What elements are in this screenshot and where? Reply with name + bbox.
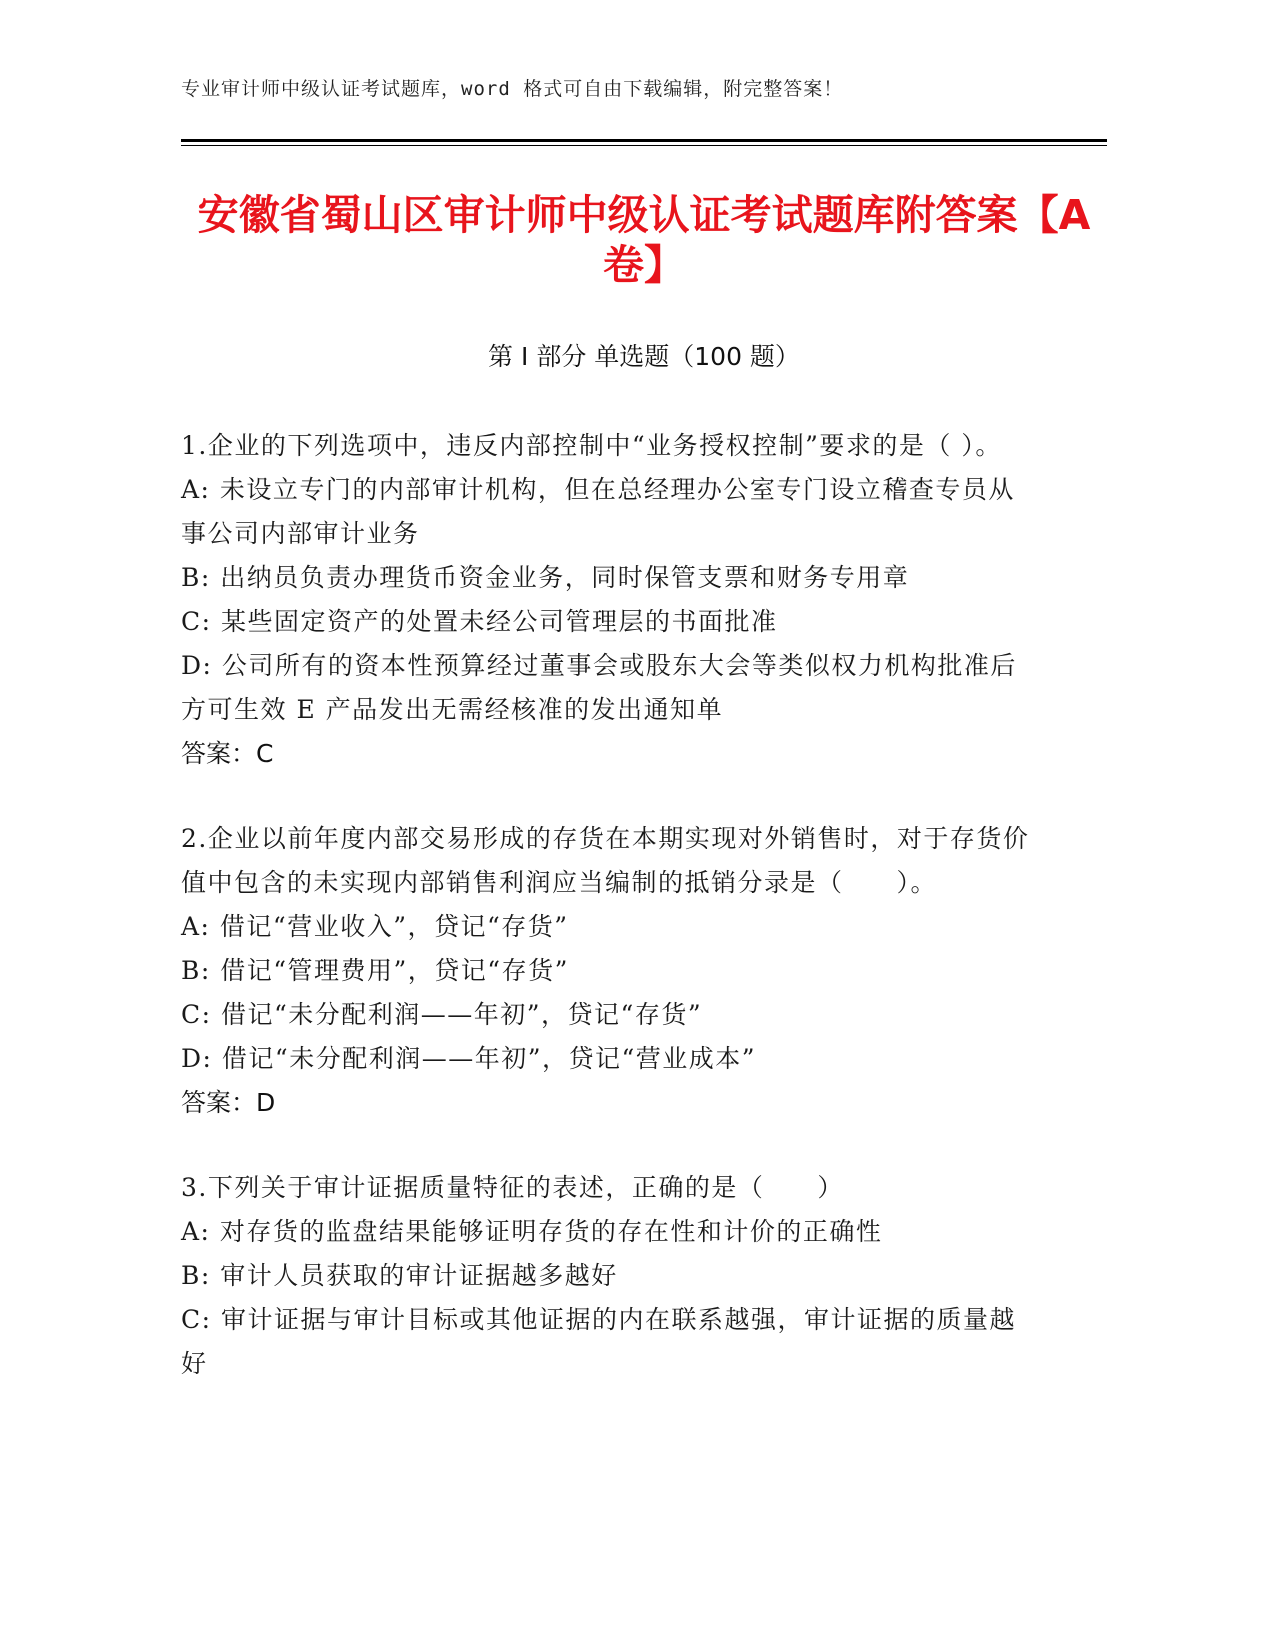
header-rule-thick (181, 139, 1107, 142)
option-b: B: 审计人员获取的审计证据越多越好 (181, 1261, 618, 1290)
header-note: 专业审计师中级认证考试题库，word 格式可自由下载编辑，附完整答案！ (181, 78, 844, 100)
option-a: A: 未设立专门的内部审计机构，但在总经理办公室专门设立稽查专员从事公司内部审计业务 (181, 475, 1015, 548)
question-item (181, 1166, 1031, 1386)
answer: 答案：D (181, 1088, 276, 1117)
question-list (181, 424, 1031, 1427)
section-title: 第 I 部分 单选题（100 题） (488, 342, 800, 371)
option-c: C: 审计证据与审计目标或其他证据的内在联系越强，审计证据的质量越好 (181, 1305, 1017, 1378)
option-d: D: 借记“未分配利润——年初”，贷记“营业成本” (181, 1044, 757, 1073)
question-stem: 1.企业的下列选项中，违反内部控制中“业务授权控制”要求的是（ ）。 (181, 431, 1002, 460)
option-a: A: 借记“营业收入”，贷记“存货” (181, 912, 569, 941)
option-a: A: 对存货的监盘结果能够证明存货的存在性和计价的正确性 (181, 1217, 883, 1246)
option-b: B: 借记“管理费用”，贷记“存货” (181, 956, 569, 985)
option-b: B: 出纳员负责办理货币资金业务，同时保管支票和财务专用章 (181, 563, 910, 592)
document-title: 安徽省蜀山区审计师中级认证考试题库附答案【A 卷】 (197, 191, 1091, 289)
question-stem: 3.下列关于审计证据质量特征的表述，正确的是（ ） (181, 1173, 844, 1202)
option-d: D: 公司所有的资本性预算经过董事会或股东大会等类似权力机构批准后方可生效 E 产品发出无需经核准的发出通知单 (181, 651, 1017, 724)
question-item (181, 817, 1031, 1125)
question-stem: 2.企业以前年度内部交易形成的存货在本期实现对外销售时，对于存货价值中包含的未实现内部销售利润应当编制的抵销分录是（ ）。 (181, 824, 1030, 897)
option-c: C: 某些固定资产的处置未经公司管理层的书面批准 (181, 607, 778, 636)
option-c: C: 借记“未分配利润——年初”，贷记“存货” (181, 1000, 703, 1029)
header-rule-thin (181, 145, 1107, 146)
answer: 答案：C (181, 739, 274, 768)
question-item (181, 424, 1031, 776)
